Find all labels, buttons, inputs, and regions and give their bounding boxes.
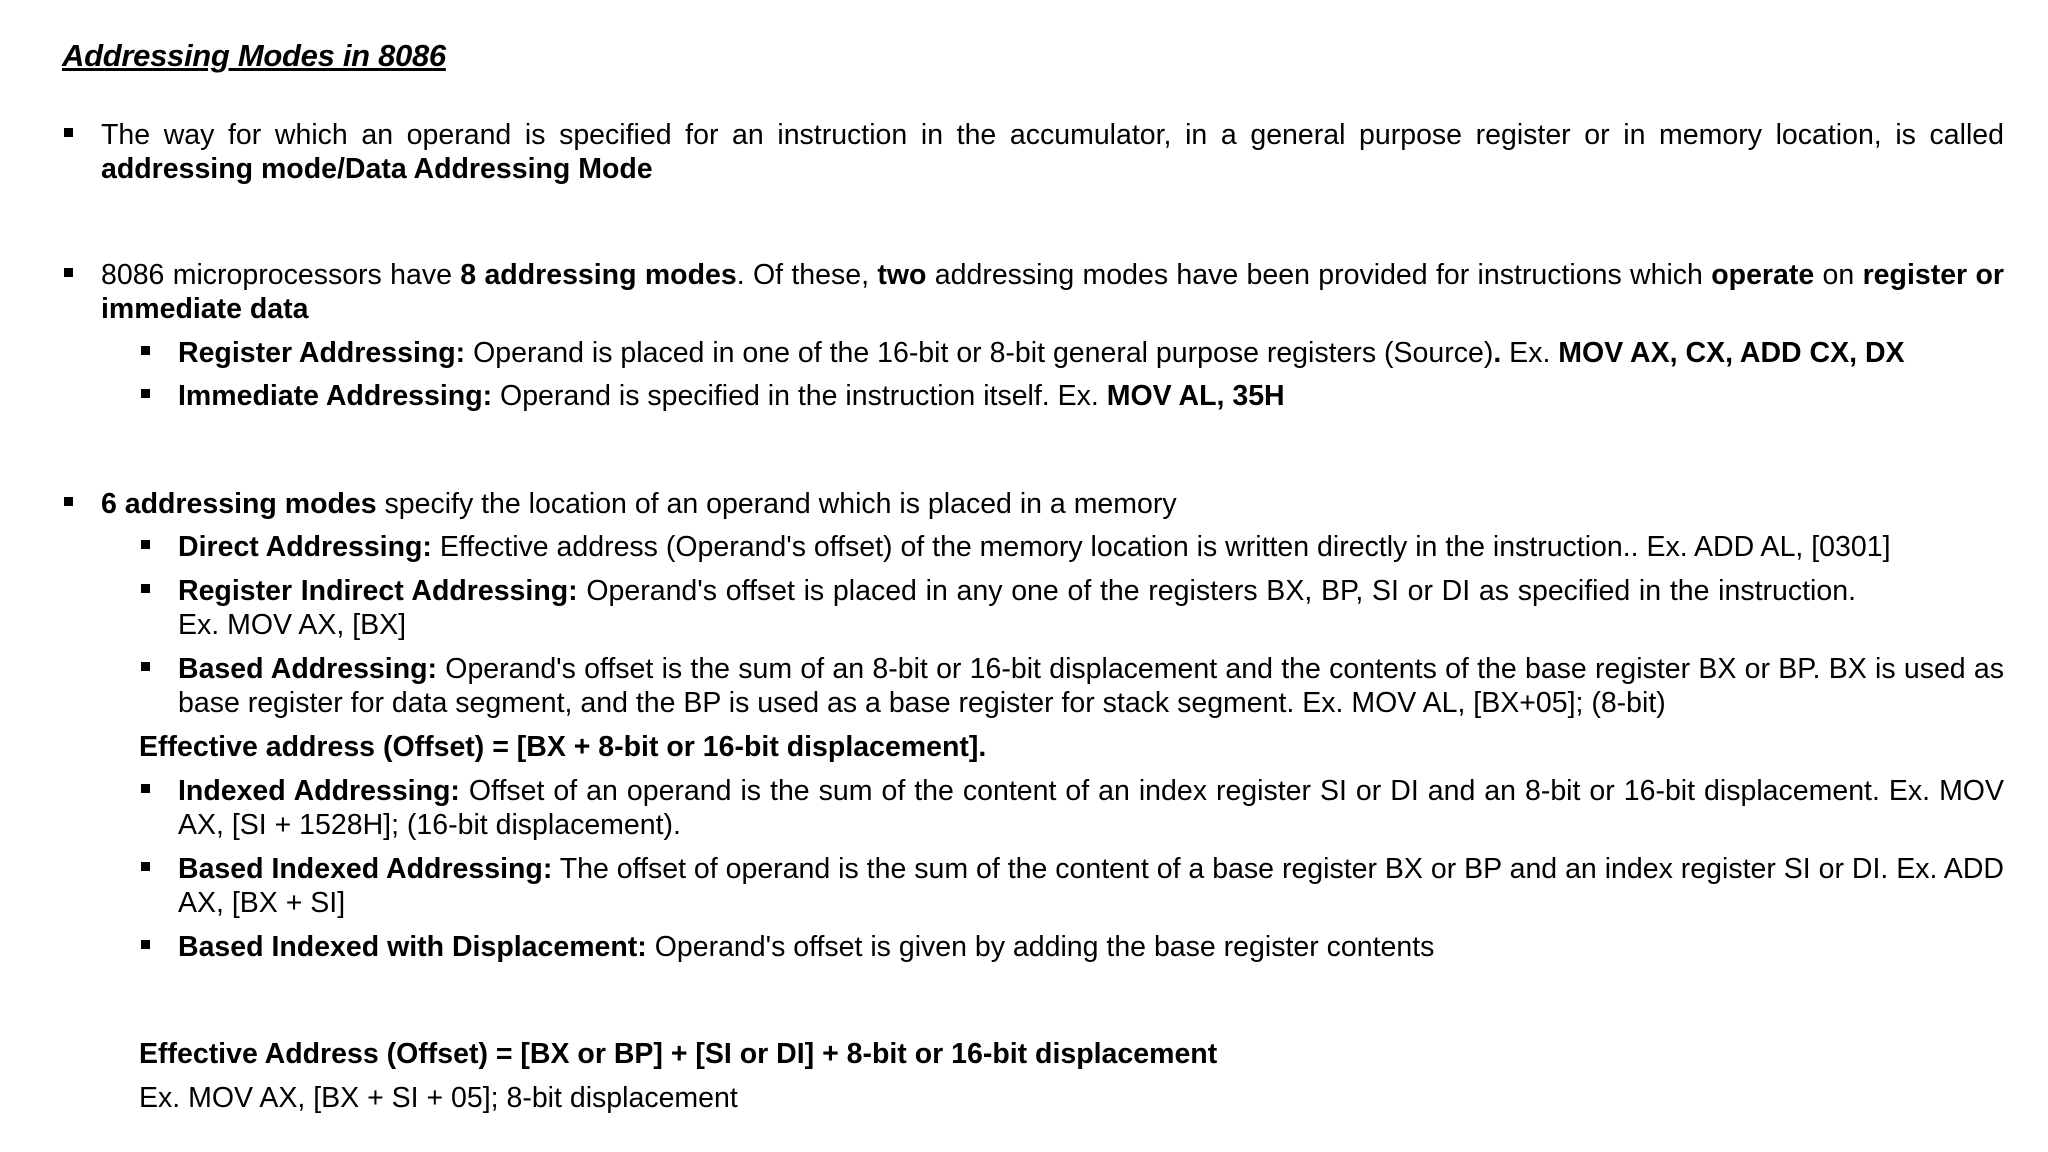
- immediate-addressing-code: MOV AL, 35H: [1106, 380, 1285, 412]
- eight-modes-bold-2: two: [877, 259, 927, 291]
- register-indirect-text: Operand's offset is placed in any one of the registers BX, BP, SI or DI as specified in the instruction.: [577, 575, 1856, 607]
- sub-bullet-indexed-addressing: [139, 774, 2004, 842]
- indexed-addressing-label: Indexed Addressing:: [178, 775, 460, 807]
- eight-modes-text-2: . Of these,: [736, 259, 878, 291]
- eight-modes-bold-3: operate: [1711, 259, 1815, 291]
- bullet-square-icon: [141, 584, 150, 593]
- based-indexed-displacement-text: Operand's offset is given by adding the base register contents: [646, 931, 1435, 963]
- based-indexed-text: The offset of operand is the sum of the content of a base register BX or BP and an index register SI or DI. Ex. ADD AX, [BX + SI]: [178, 853, 2004, 919]
- bullet-square-icon: [141, 346, 150, 355]
- eight-modes-text-3: addressing modes have been provided for instructions which: [926, 259, 1712, 291]
- bullet-square-icon: [141, 784, 150, 793]
- eight-modes-text-1: 8086 microprocessors have: [101, 259, 461, 291]
- sub-bullet-based-addressing: [139, 652, 2004, 720]
- bullet-square-icon: [141, 540, 150, 549]
- six-modes-text: specify the location of an operand which is placed in a memory: [376, 488, 1177, 520]
- register-addressing-label: Register Addressing:: [178, 337, 466, 369]
- sub-bullet-direct-addressing: [139, 530, 2004, 564]
- bullet-six-modes: [62, 487, 2004, 521]
- bullet-square-icon: [141, 862, 150, 871]
- final-formula-text: Effective Address (Offset) = [BX or BP] + [SI or DI] + 8-bit or 16-bit displacement: [139, 1038, 1218, 1070]
- eight-modes-bold-4: register or immediate data: [101, 259, 2004, 325]
- slide-content: [62, 118, 2004, 1115]
- bullet-square-icon: [141, 389, 150, 398]
- register-addressing-code: MOV AX, CX, ADD CX, DX: [1558, 337, 1905, 369]
- register-indirect-example: Ex. MOV AX, [BX]: [178, 609, 407, 641]
- direct-addressing-text: Effective address (Operand's offset) of the memory location is written directly in the instruction.. Ex. ADD AL, [0301]: [431, 531, 1891, 563]
- based-formula: [62, 730, 2004, 764]
- sub-bullet-register-addressing: [139, 336, 2004, 370]
- bullet-definition: [62, 118, 2004, 186]
- six-modes-bold: 6 addressing modes: [101, 488, 377, 520]
- based-addressing-text: Operand's offset is the sum of an 8-bit or 16-bit displacement and the contents of the base register BX or BP. BX is used as base register for data segment, and the BP is used as a base register for stack segment. Ex. MOV AL, [BX+05]; (8-bit): [178, 653, 2004, 719]
- bullet-square-icon: [64, 128, 73, 137]
- slide-title: Addressing Modes in 8086: [62, 38, 446, 73]
- bullet-square-icon: [64, 268, 73, 277]
- direct-addressing-label: Direct Addressing:: [178, 531, 432, 563]
- definition-text: The way for which an operand is specified for an instruction in the accumulator, in a general purpose register or in memory location, is called: [101, 119, 2004, 151]
- sub-bullet-based-indexed: [139, 852, 2004, 920]
- bullet-square-icon: [141, 662, 150, 671]
- register-addressing-text: Operand is placed in one of the 16-bit or 8-bit general purpose registers (Source): [465, 337, 1494, 369]
- sub-bullet-immediate-addressing: [139, 379, 2004, 413]
- final-formula: [62, 1037, 2004, 1071]
- bullet-eight-modes: [62, 258, 2004, 326]
- immediate-addressing-text: Operand is specified in the instruction itself. Ex.: [492, 380, 1107, 412]
- indexed-addressing-text: Offset of an operand is the sum of the content of an index register SI or DI and an 8-bit or 16-bit displacement. Ex. MOV AX, [SI + 1528H]; (16-bit displacement).: [178, 775, 2004, 841]
- based-addressing-label: Based Addressing:: [178, 653, 438, 685]
- register-addressing-dot: .: [1493, 337, 1502, 369]
- immediate-addressing-label: Immediate Addressing:: [178, 380, 493, 412]
- bullet-square-icon: [141, 940, 150, 949]
- based-indexed-label: Based Indexed Addressing:: [178, 853, 553, 885]
- bullet-square-icon: [64, 497, 73, 506]
- register-addressing-ex: Ex.: [1501, 337, 1559, 369]
- eight-modes-text-4: on: [1814, 259, 1863, 291]
- final-example: Ex. MOV AX, [BX + SI + 05]; 8-bit displacement: [139, 1082, 738, 1114]
- sub-bullet-based-indexed-displacement: [139, 930, 2004, 964]
- based-indexed-displacement-label: Based Indexed with Displacement:: [178, 931, 647, 963]
- based-formula-text: Effective address (Offset) = [BX + 8-bit or 16-bit displacement].: [139, 731, 987, 763]
- eight-modes-bold-1: 8 addressing modes: [460, 259, 737, 291]
- register-indirect-label: Register Indirect Addressing:: [178, 575, 578, 607]
- sub-bullet-register-indirect: [139, 574, 2004, 642]
- definition-term: addressing mode/Data Addressing Mode: [101, 153, 653, 185]
